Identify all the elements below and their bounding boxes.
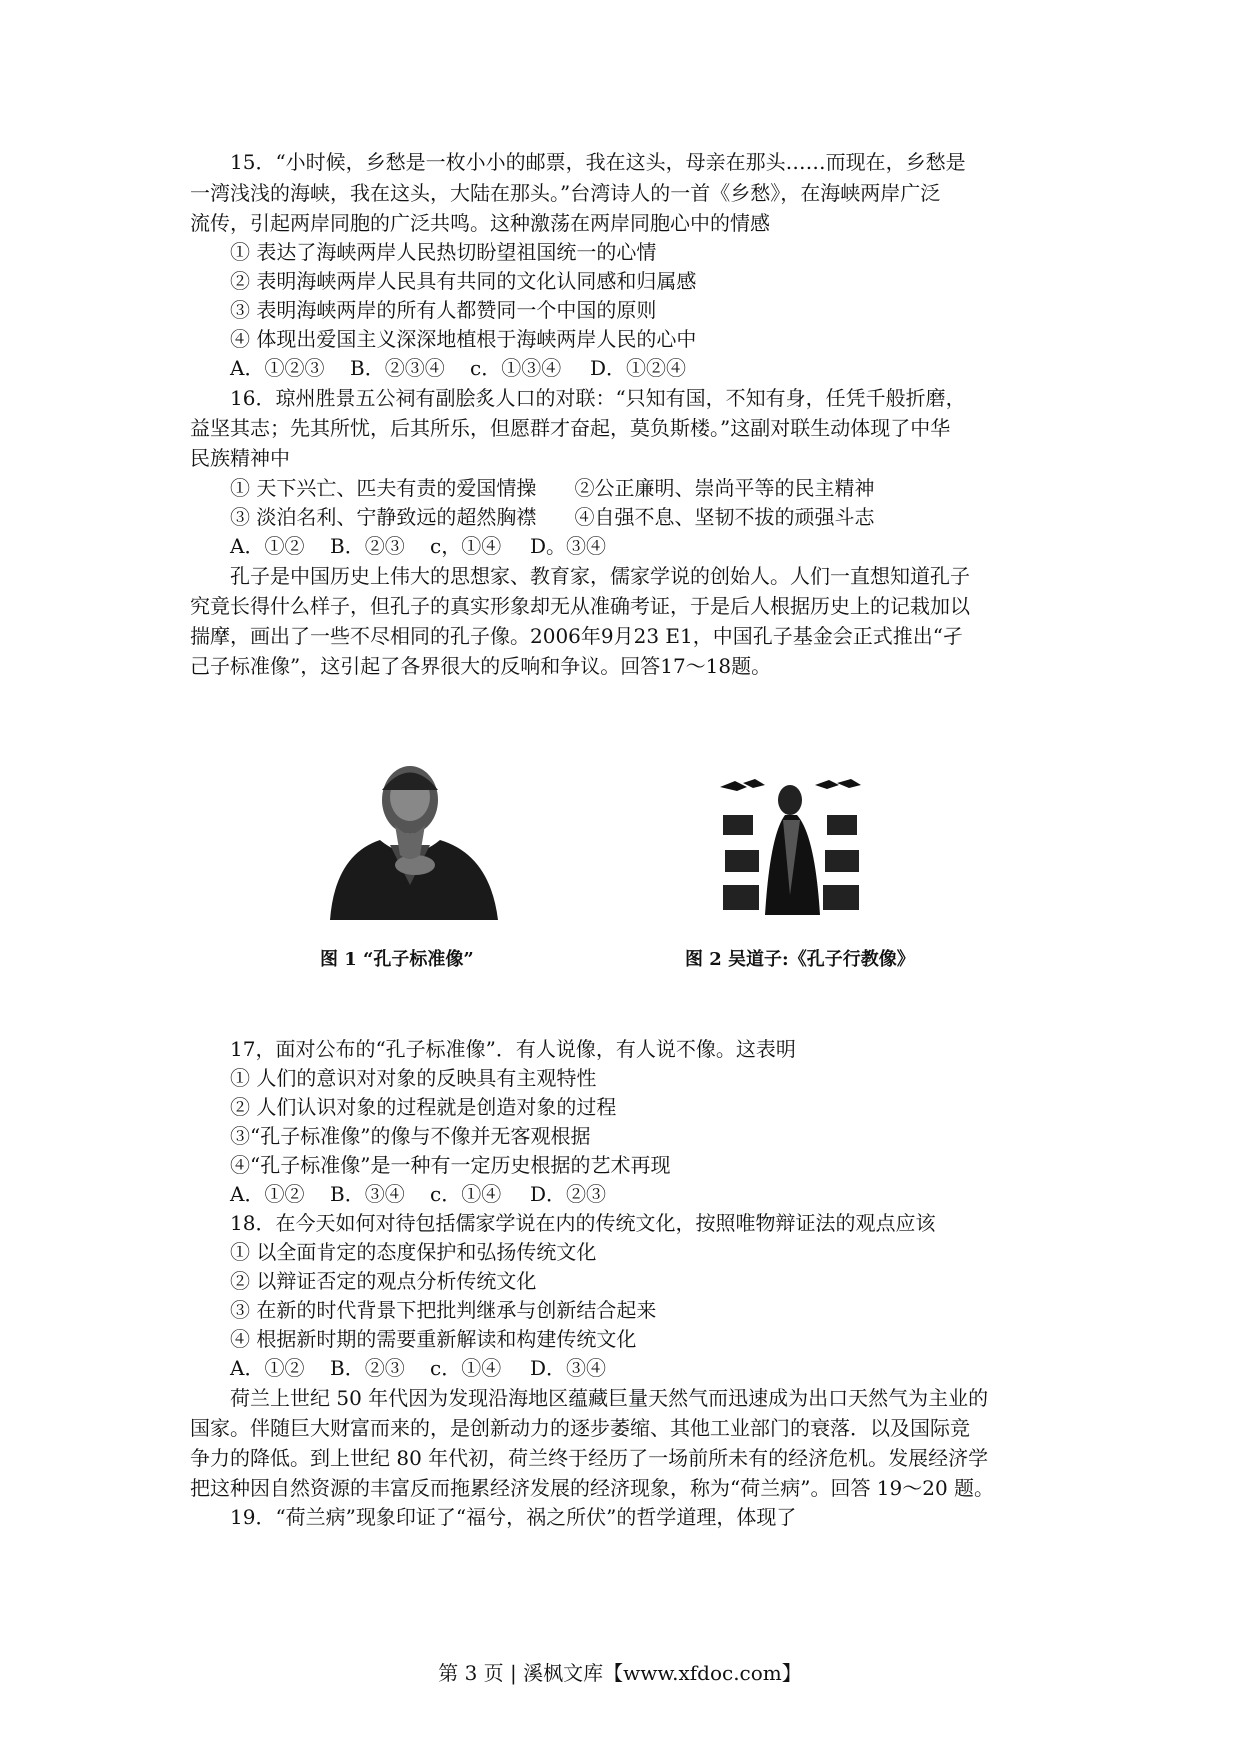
dutch-passage-line-3: 争力的降低。到上世纪 80 年代初，荷兰终于经历了一场前所未有的经济危机。发展经济学 xyxy=(190,1446,989,1470)
q15-item-4: ④ 体现出爱国主义深深地植根于海峡两岸人民的心中 xyxy=(230,327,697,351)
q17-choice-c: c．①④ xyxy=(430,1182,502,1206)
q16-choices xyxy=(230,534,606,558)
q17-choices xyxy=(230,1182,606,1206)
q15-item-2: ② 表明海峡两岸人民具有共同的文化认同感和归属感 xyxy=(230,269,697,293)
q17-choice-d: D．②③ xyxy=(530,1182,607,1206)
q18-stem: 18．在今天如何对待包括儒家学说在内的传统文化，按照唯物辩证法的观点应该 xyxy=(230,1211,936,1235)
dutch-passage-line-1: 荷兰上世纪 50 年代因为发现沿海地区蕴藏巨量天然气而迅速成为出口天然气为主业的 xyxy=(230,1386,989,1410)
q15-stem-line-1: 15．“小时候，乡愁是一枚小小的邮票，我在这头，母亲在那头……而现在，乡愁是 xyxy=(230,150,966,174)
q16-item-row-2: ③ 淡泊名利、宁静致远的超然胸襟 ④自强不息、坚韧不拔的顽强斗志 xyxy=(230,505,875,529)
q15-choice-b: B．②③④ xyxy=(350,356,445,380)
figure-2-caption: 图 2 吴道子:《孔子行教像》 xyxy=(685,949,915,970)
q15-stem-line-3: 流传，引起两岸同胞的广泛共鸣。这种激荡在两岸同胞心中的情感 xyxy=(190,211,770,235)
q15-stem-line-2: 一湾浅浅的海峡，我在这头，大陆在那头。”台湾诗人的一首《乡愁》，在海峡两岸广泛 xyxy=(190,181,941,205)
confucius-standard-portrait-image xyxy=(320,745,505,925)
q17-item-4: ④“孔子标准像”是一种有一定历史根据的艺术再现 xyxy=(230,1153,671,1177)
q18-choice-b: B．②③ xyxy=(330,1356,405,1380)
q17-item-3: ③“孔子标准像”的像与不像并无客观根据 xyxy=(230,1124,591,1148)
q17-item-2: ② 人们认识对象的过程就是创造对象的过程 xyxy=(230,1095,617,1119)
q16-stem-line-1: 16．琼州胜景五公祠有副脍炙人口的对联：“只知有国，不知有身，任凭千般折磨， xyxy=(230,386,966,410)
wu-daozi-confucius-portrait-image xyxy=(715,775,865,920)
q16-choice-d: D。③④ xyxy=(530,534,607,558)
q15-item-3: ③ 表明海峡两岸的所有人都赞同一个中国的原则 xyxy=(230,298,657,322)
q17-choice-b: B．③④ xyxy=(330,1182,405,1206)
page-footer: 第 3 页 | 溪枫文库【www.xfdoc.com】 xyxy=(438,1661,802,1685)
q15-item-1: ① 表达了海峡两岸人民热切盼望祖国统一的心情 xyxy=(230,240,657,264)
q16-choice-a: A．①② xyxy=(230,534,305,558)
confucius-passage-line-3: 揣摩，画出了一些不尽相同的孔子像。2006年9月23 E1，中国孔子基金会正式推出“孑 xyxy=(190,624,963,648)
confucius-passage-line-4: 己子标准像”，这引起了各界很大的反响和争议。回答17～18题。 xyxy=(190,654,772,678)
q15-choices xyxy=(230,356,686,380)
dutch-passage-line-2: 国家。伴随巨大财富而来的，是创新动力的逐步萎缩、其他工业部门的衰落．以及国际竞 xyxy=(190,1416,970,1440)
q18-choice-c: c．①④ xyxy=(430,1356,502,1380)
q18-item-2: ② 以辩证否定的观点分析传统文化 xyxy=(230,1269,537,1293)
q18-item-4: ④ 根据新时期的需要重新解读和构建传统文化 xyxy=(230,1327,637,1351)
confucius-passage-line-2: 究竟长得什么样子，但孔子的真实形象却无从准确考证，于是后人根据历史上的记栽加以 xyxy=(190,594,970,618)
q18-item-1: ① 以全面肯定的态度保护和弘扬传统文化 xyxy=(230,1240,597,1264)
q16-stem-line-2: 益坚其志；先其所忧，后其所乐，但愿群才奋起，莫负斯楼。”这副对联生动体现了中华 xyxy=(190,416,951,440)
q17-choice-a: A．①② xyxy=(230,1182,305,1206)
q16-item-row-1: ① 天下兴亡、匹夫有责的爱国情操 ②公正廉明、崇尚平等的民主精神 xyxy=(230,476,875,500)
confucius-passage-line-1: 孔子是中国历史上伟大的思想家、教育家，儒家学说的创始人。人们一直想知道孔子 xyxy=(230,564,970,588)
q16-choice-c: c，①④ xyxy=(430,534,502,558)
q16-choice-b: B．②③ xyxy=(330,534,405,558)
q16-stem-line-3: 民族精神中 xyxy=(190,446,290,470)
dutch-passage-line-4: 把这种因自然资源的丰富反而拖累经济发展的经济现象，称为“荷兰病”。回答 19～20 题。 xyxy=(190,1476,995,1500)
q18-choice-a: A．①② xyxy=(230,1356,305,1380)
q15-choice-d: D．①②④ xyxy=(590,356,687,380)
q18-choice-d: D．③④ xyxy=(530,1356,607,1380)
q15-choice-c: c．①③④ xyxy=(470,356,562,380)
q19-stem: 19．“荷兰病”现象印证了“福兮，祸之所伏”的哲学道理，体现了 xyxy=(230,1505,797,1529)
figure-1-caption: 图 1 “孔子标准像” xyxy=(320,949,474,970)
q18-item-3: ③ 在新的时代背景下把批判继承与创新结合起来 xyxy=(230,1298,657,1322)
q18-choices xyxy=(230,1356,606,1380)
q17-item-1: ① 人们的意识对对象的反映具有主观特性 xyxy=(230,1066,597,1090)
q17-stem: 17，面对公布的“孔子标准像”．有人说像，有人说不像。这表明 xyxy=(230,1037,796,1061)
q15-choice-a: A．①②③ xyxy=(230,356,325,380)
